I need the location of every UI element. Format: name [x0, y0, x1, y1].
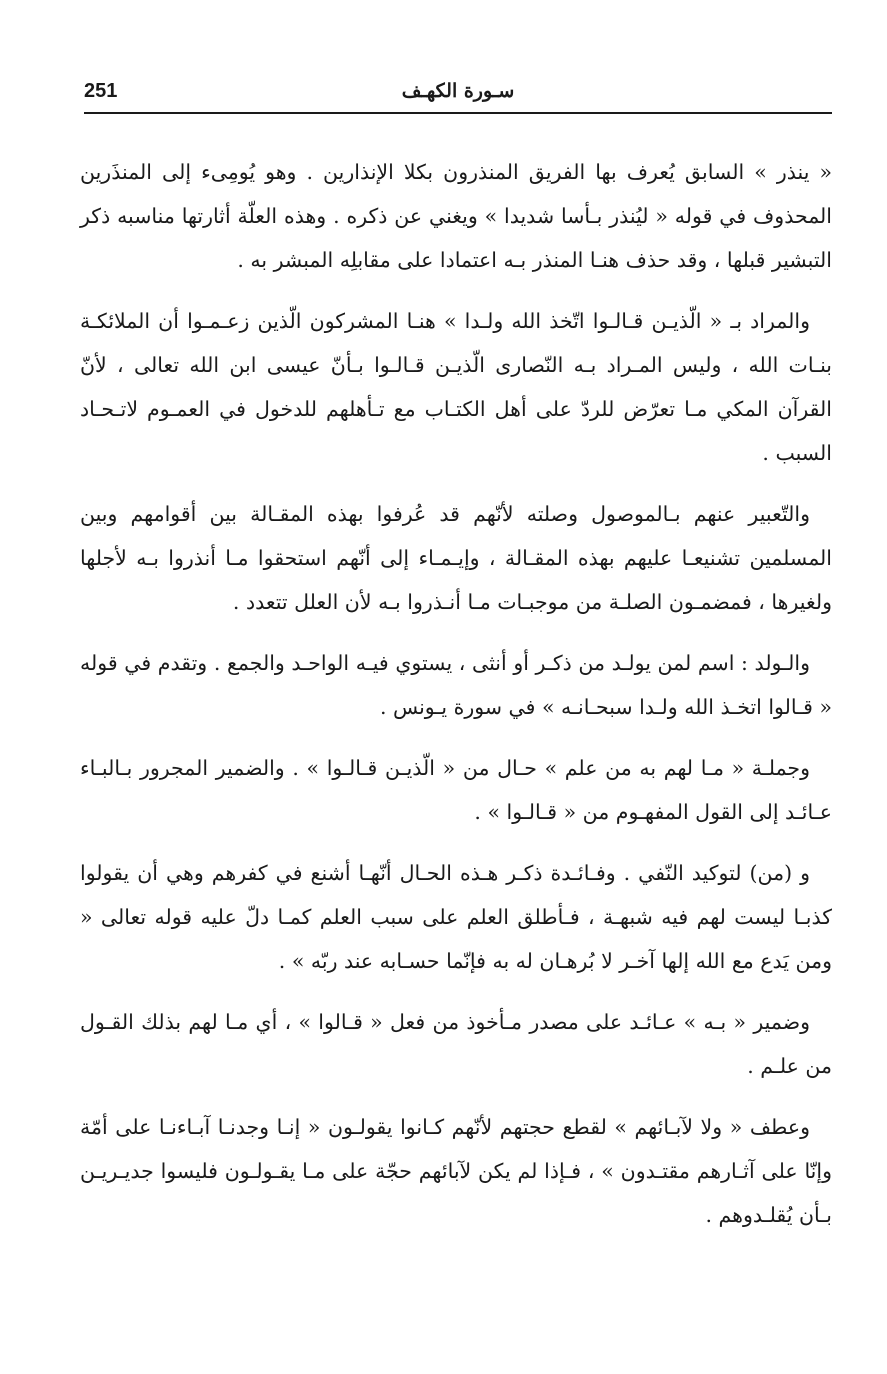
paragraph: والـولد : اسم لمن يولـد من ذكـر أو أنثى ، يستوي فيـه الواحـد والجمع . وتقدم في قوله « قـالوا اتخـذ الله ولـدا سبحـانـه » في سورة يـونس . [80, 651, 832, 719]
surah-title: سـورة الكهـف [401, 80, 515, 102]
paragraph: والمراد بـ « الّذيـن قـالـوا اتّخذ الله ولـدا » هنـا المشركون الّذين زعـمـوا أن الملائكـة بنـات الله ، وليس المـراد بـه النّصارى الّذيـن قـالـوا بـأنّ عيسى ابن الله تعالى ، لأنّ القرآن المكي مـا تعرّض للردّ على أهل الكتـاب مع تـأهلهم للدخول في العمـوم لاتـحـاد السبب . [80, 309, 832, 465]
page-number: 251 [84, 80, 118, 102]
tafsir-text [80, 150, 832, 1254]
paragraph: « ينذر » السابق يُعرف بها الفريق المنذرون بكلا الإنذارين . وهو يُومِىء إلى المنذَرين المحذوف في قوله « ليُنذر بـأسا شديدا » ويغني عن ذكره . وهذه العلّة أثارتها مناسبه ذكر التبشير قبلها ، وقد حذف هنـا المنذر بـه اعتمادا على مقابلِه المبشر به . [80, 160, 832, 272]
paragraph: والتّعبير عنهم بـالموصول وصلته لأنّهم قد عُرفوا بهذه المقـالة بين أقوامهم وبين المسلمين تشنيعـا عليهم بهذه المقـالة ، وإيـمـاء إلى أنّهم استحقوا مـا أنذروا بـه لأجلها ولغيرها ، فمضمـون الصلـة من موجبـات مـا أنـذروا بـه لأن العلل تتعدد . [80, 502, 832, 614]
paragraph: وجملـة « مـا لهم به من علم » حـال من « الّذيـن قـالـوا » . والضمير المجرور بـالبـاء عـائـد إلى القول المفهـوم من « قـالـوا » . [80, 756, 832, 824]
paragraph: و (من) لتوكيد النّفي . وفـائـدة ذكـر هـذه الحـال أنّهـا أشنع في كفرهم وهي أن يقولوا كذبـا ليست لهم فيه شبهـة ، فـأطلق العلم على سبب العلم كمـا دلّ عليه قوله تعالى « ومن يَدع مع الله إلها آخـر لا بُرهـان له به فإنّما حسـابه عند ربّه » . [80, 861, 832, 973]
page-header [84, 78, 832, 114]
paragraph: وضمير « بـه » عـائـد على مصدر مـأخوذ من فعل « قـالوا » ، أي مـا لهم بذلك القـول من علـم . [80, 1010, 832, 1078]
paragraph: وعطف « ولا لآبـائهم » لقطع حجتهم لأنّهم كـانوا يقولـون « إنـا وجدنـا آبـاءنـا على أمّة وإنّا على آثـارهم مقتـدون » ، فـإذا لم يكن لآبائهم حجّة على مـا يقـولـون فليسوا جديـريـن بـأن يُقلـدوهم . [80, 1115, 832, 1227]
